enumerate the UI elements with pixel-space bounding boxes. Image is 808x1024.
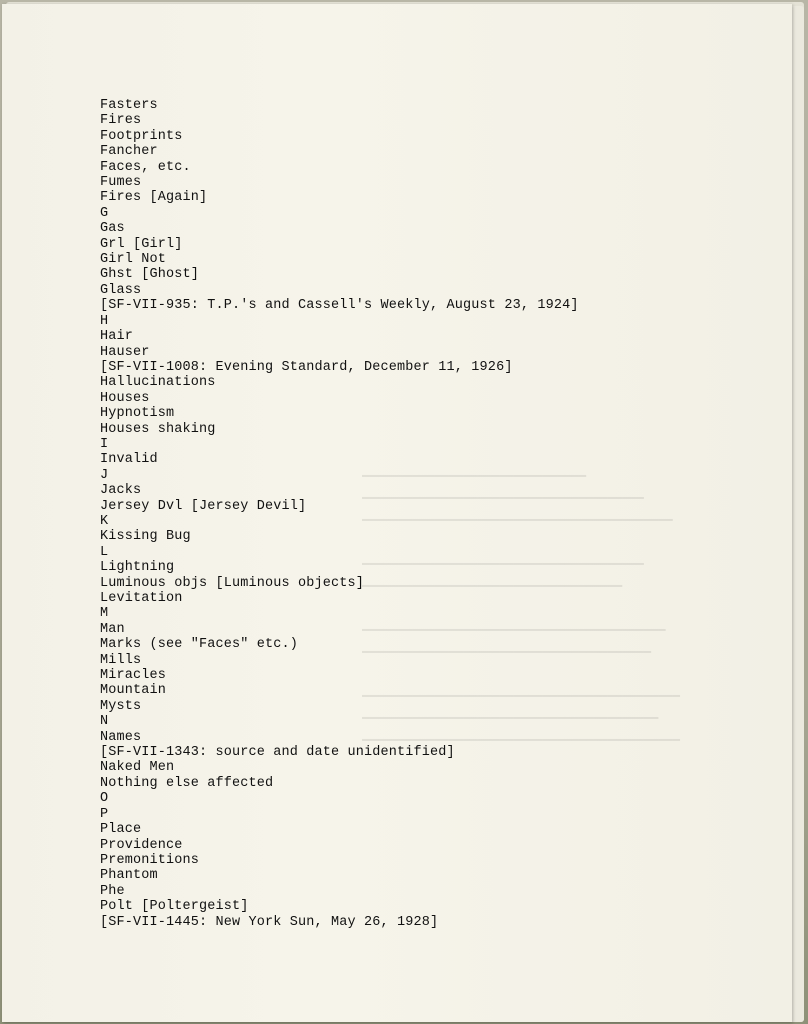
index-entry: Glass [100,282,142,298]
index-entry: Hair [100,329,134,345]
index-entry: Invalid [100,452,158,468]
index-entry: Kissing Bug [100,529,191,545]
index-entry: Jersey Dvl [Jersey Devil] [100,498,307,514]
citation-line: [SF-VII-1008: Evening Standard, December 11, 1926] [100,359,513,375]
index-entry: Names [100,729,142,745]
typed-page [2,4,792,1022]
index-entry: P [100,806,109,822]
citation-line: [SF-VII-1343: source and date unidentified] [100,745,455,761]
index-entry: Mountain [100,683,167,699]
index-entry: Gas [100,221,125,237]
index-entry: Girl Not [100,252,167,268]
index-entry: K [100,513,109,529]
citation-line: [SF-VII-935: T.P.'s and Cassell's Weekly, August 23, 1924] [100,298,579,314]
index-entry: Phantom [100,868,158,884]
index-entry: Fancher [100,144,158,160]
index-entry: L [100,544,109,560]
index-entry: Faces, etc. [100,159,191,175]
index-entry: Footprints [100,128,183,144]
show-through-texture: ━━━━━━━━━━━━━━━━━━━━━━━━━━━━━━━ ━━━━━━━━━━━━━━━━━━━━━━━━━━━━━━━━━━━━━━━ ━━━━━━━━━━━━━━━━━━━━━━━━━━━━━━━━━━━━━━━━━━━ ━━━━━━━━━━━━━━━━━━━━━━━━━━━━━━━━━━━━━━━ ━━━━━━━━━━━━━━━━━━━━━━━━━━━━━━━━━━━━ ━━━━━━━━━━━━━━━━━━━━━━━━━━━━━━━━━━━━━━━━━━ ━━━━━━━━━━━━━━━━━━━━━━━━━━━━━━━━━━━━━━━━ ━━━━━━━━━━━━━━━━━━━━━━━━━━━━━━━━━━━━━━━━━━━━ ━━━━━━━━━━━━━━━━━━━━━━━━━━━━━━━━━━━━━━━━━ ━━━━━━━━━━━━━━━━━━━━━━━━━━━━━━━━━━━━━━━━━━━━ [362,470,680,748]
index-entry: Providence [100,837,183,853]
index-entry: Man [100,621,125,637]
index-entry: Hallucinations [100,375,216,391]
index-entry: I [100,436,109,452]
citation-line: [SF-VII-1445: New York Sun, May 26, 1928] [100,914,439,930]
index-entry: Phe [100,883,125,899]
index-entry: J [100,467,109,483]
index-entry: Fires [Again] [100,190,208,206]
index-entry: G [100,205,109,221]
index-entry: Marks (see "Faces" etc.) [100,637,299,653]
index-entry: Houses shaking [100,421,216,437]
index-entry: Fasters [100,98,158,113]
index-entry: Grl [Girl] [100,236,183,252]
index-entry: H [100,313,109,329]
index-entry: Place [100,822,142,838]
index-entry: Hypnotism [100,406,175,422]
index-entry: O [100,791,109,807]
index-entry: Levitation [100,591,183,606]
index-entry: Lightning [100,560,175,576]
index-entry: Premonitions [100,852,200,868]
index-entry: Fumes [100,175,142,191]
index-entry: M [100,606,109,622]
index-entry: Luminous objs [Luminous objects] [100,575,365,591]
index-entry: Mysts [100,698,142,714]
index-entry: Hauser [100,344,150,360]
index-entry: Naked Men [100,760,175,776]
index-entry: Nothing else affected [100,775,274,791]
index-entry: Miracles [100,668,167,684]
index-entry: Mills [100,652,142,668]
index-entry: Jacks [100,483,142,499]
index-entry: Polt [Poltergeist] [100,899,249,915]
index-entry: Ghst [Ghost] [100,267,200,283]
entry-list [100,98,579,930]
index-entry: N [100,714,109,730]
index-entry: Fires [100,113,142,129]
index-entry: Houses [100,390,150,406]
